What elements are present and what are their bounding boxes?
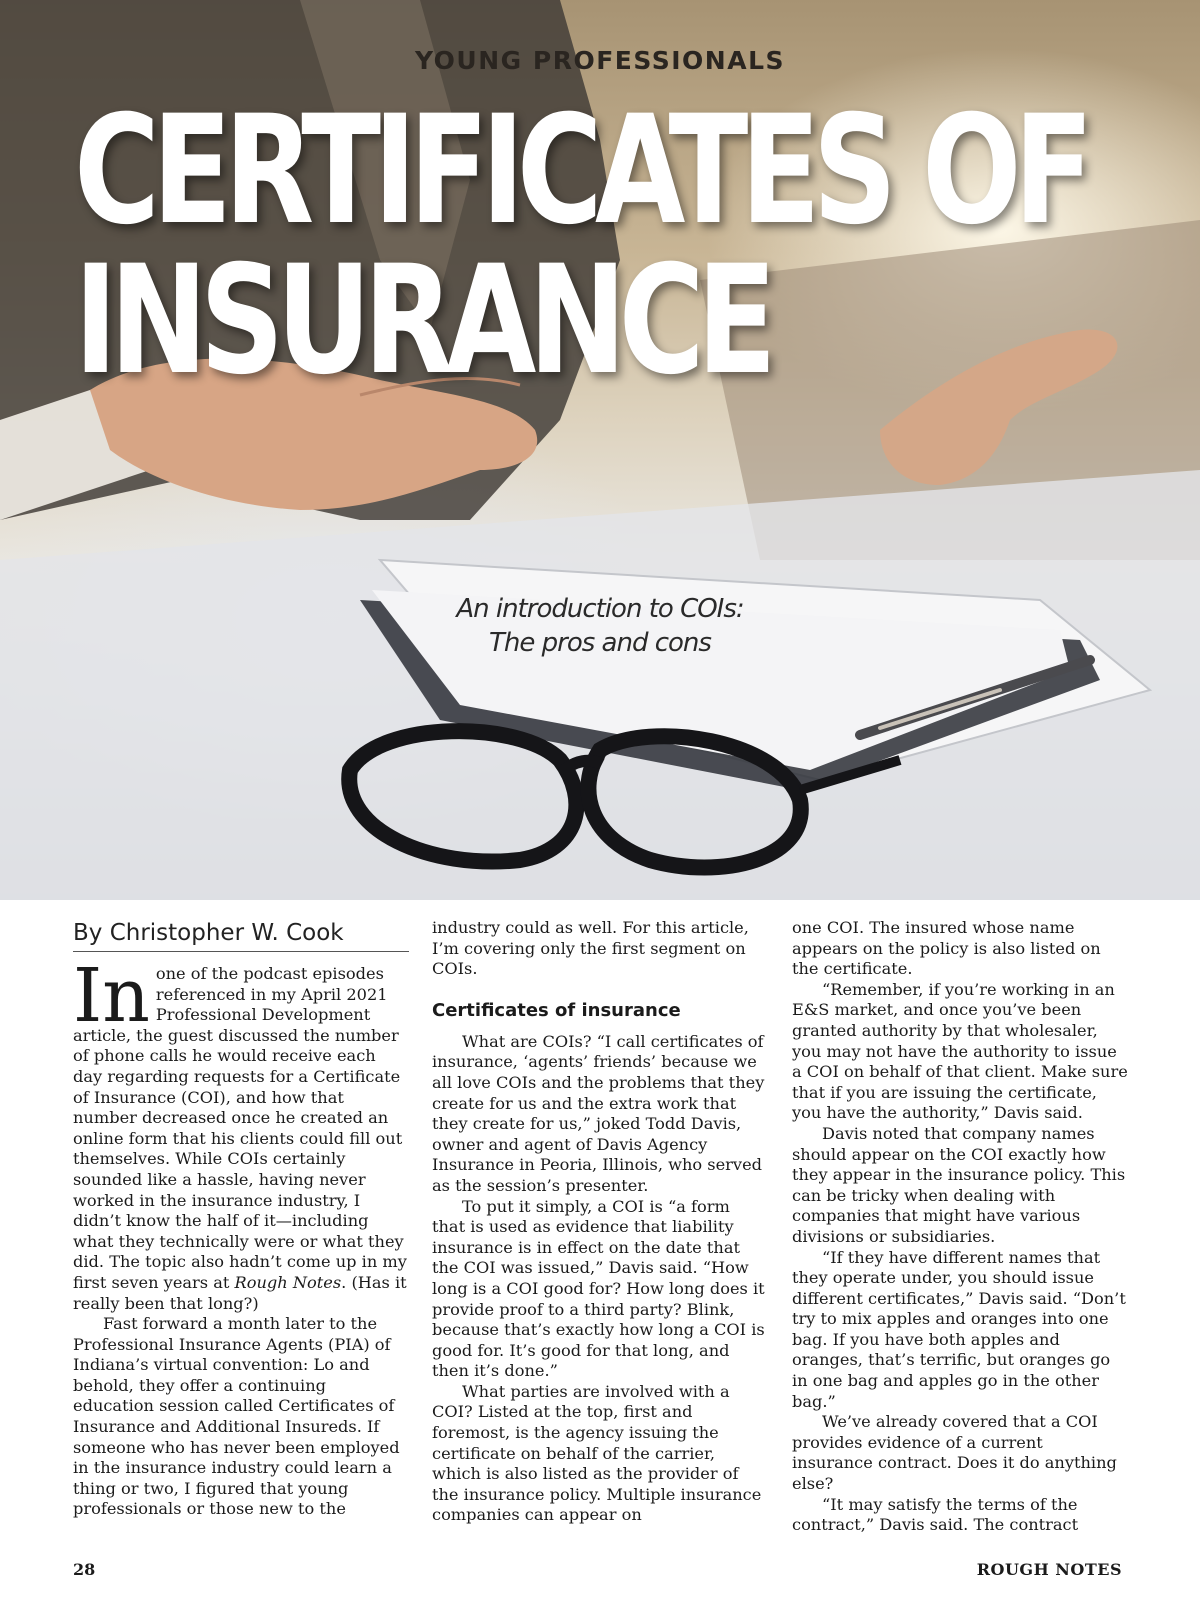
article-paragraph: “Remember, if you’re working in an E&S market, and once you’ve been granted authority by that wholesaler, you may not have the authority to issue a COI on behalf of that client. Make sure that if you are issuing the certificate, you have the authority,” Davis said. [792,979,1128,1123]
byline: By Christopher W. Cook [73,918,409,952]
publication-name: ROUGH NOTES [976,1560,1122,1579]
deck-line-2: The pros and cons [489,628,711,658]
article-paragraph: Davis noted that company names should appear on the COI exactly how they appear in the insurance policy. This can be tricky when dealing with companies that might have various divisions or subsidiaries. [792,1123,1126,1246]
article-paragraph: What are COIs? “I call certificates of insurance, ‘agents’ friends’ because we all love COIs and the problems that they create for us and the extra work that they create for us,” joked Todd Davis, owner and agent of Davis Agency Insurance in Peoria, Illinois, who served as the session’s presenter. [432,1031,765,1195]
paragraph-text: one of the podcast episodes referenced in my April 2021 Professional Development article, the guest discussed the number of phone calls he would receive each day regarding requests for a Certificate of Insurance (COI), and how that number decreased once he created an online form that his clients could fill out themselves. While COIs certainly sounded like a hassle, having never worked in the insurance industry, I didn’t know the half of it—including what they technically were or what they did. The topic also hadn’t come up in my first seven years at [73,964,407,1292]
article-paragraph: We’ve already covered that a COI provides evidence of a current insurance contract. Does it do anything else? [792,1412,1117,1494]
article-paragraph: “It may satisfy the terms of the contract,” Davis said. The contract [792,1494,1079,1535]
section-subhead: Certificates of insurance [432,999,681,1021]
headline-line-1: CERTIFICATES OF [74,84,1086,258]
page-number: 28 [73,1560,96,1579]
article-paragraph: To put it simply, a COI is “a form that is used as evidence that liability insurance is in effect on the date that the COI was issued,” Davis said. “How long is a COI good for? How long does it provide proof to a third party? Blink, because that’s exactly how long a COI is good for. It’s good for that long, and then it’s done.” [432,1196,765,1381]
article-deck [440,592,760,660]
drop-cap: In [73,953,150,1039]
paragraph-text: . (Has it really been that long?) [73,1272,407,1313]
article-column-1 [73,918,409,1520]
article-column-2 [432,918,768,1526]
article-paragraph [73,953,409,1314]
article-paragraph: “If they have different names that they operate under, you should issue different certificates,” Davis said. “Don’t try to mix apples and oranges into one bag. If you have both apples and oranges, that’s terrific, but oranges go in one bag and apples go in the other bag.” [792,1247,1126,1411]
publication-reference: Rough Notes [234,1272,342,1292]
article-headline [74,84,1086,408]
article-paragraph: industry could as well. For this article, I’m covering only the first segment on COIs. [432,918,749,979]
article-paragraph: one COI. The insured whose name appears on the policy is also listed on the certificate. [792,918,1101,979]
headline-line-2: INSURANCE [74,234,769,408]
deck-line-1: An introduction to COIs: [456,594,744,624]
section-kicker: YOUNG PROFESSIONALS [414,46,786,75]
article-paragraph: What parties are involved with a COI? Listed at the top, first and foremost, is the agency issuing the certificate on behalf of the carrier, which is also listed as the provider of the insurance policy. Multiple insurance companies can appear on [432,1381,762,1525]
article-column-3 [792,918,1128,1536]
article-paragraph: Fast forward a month later to the Professional Insurance Agents (PIA) of Indiana’s virtual convention: Lo and behold, they offer a continuing education session called Certificates of Insurance and Additional Insureds. If someone who has never been employed in the insurance industry could learn a thing or two, I figured that young professionals or those new to the [73,1314,400,1519]
